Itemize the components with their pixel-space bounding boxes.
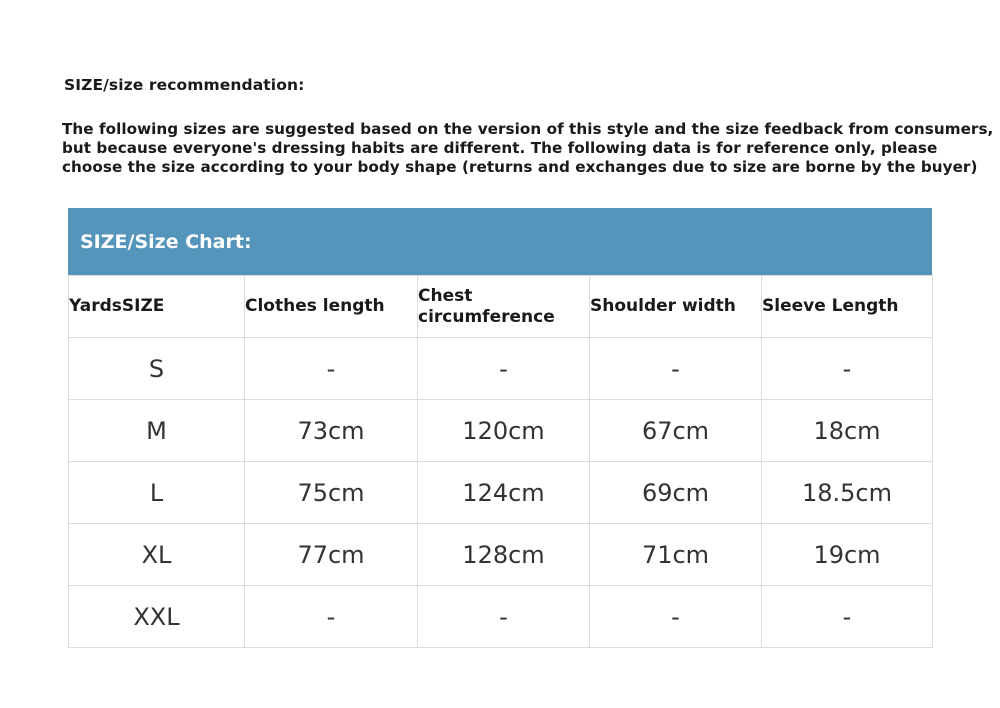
size-chart xyxy=(68,208,932,648)
size-recommendation-heading: SIZE/size recommendation: xyxy=(64,76,305,94)
table-row xyxy=(69,462,933,524)
intro-line: but because everyone's dressing habits are different. The following data is for reference only, please xyxy=(62,139,938,157)
column-header-shoulder-width: Shoulder width xyxy=(590,276,762,338)
size-cell: S xyxy=(69,338,245,400)
table-row xyxy=(69,400,933,462)
intro-line: The following sizes are suggested based on the version of this style and the size feedback from consumers, xyxy=(62,120,994,138)
size-cell: XL xyxy=(69,524,245,586)
table-row xyxy=(69,586,933,648)
size-table xyxy=(68,275,933,648)
table-cell: 124cm xyxy=(418,462,590,524)
size-cell: M xyxy=(69,400,245,462)
table-cell: - xyxy=(762,586,933,648)
table-cell: 19cm xyxy=(762,524,933,586)
size-chart-title: SIZE/Size Chart: xyxy=(68,208,932,275)
column-header-clothes-length: Clothes length xyxy=(245,276,418,338)
table-cell: - xyxy=(418,338,590,400)
size-intro-text xyxy=(62,120,994,177)
column-header-sleeve-length: Sleeve Length xyxy=(762,276,933,338)
table-cell: 75cm xyxy=(245,462,418,524)
table-cell: 18cm xyxy=(762,400,933,462)
column-header-chest-circumference: Chest circumference xyxy=(418,276,590,338)
table-cell: 18.5cm xyxy=(762,462,933,524)
table-cell: 120cm xyxy=(418,400,590,462)
table-cell: 71cm xyxy=(590,524,762,586)
table-cell: - xyxy=(762,338,933,400)
table-cell: 77cm xyxy=(245,524,418,586)
table-row xyxy=(69,524,933,586)
table-header-row xyxy=(69,276,933,338)
size-cell: XXL xyxy=(69,586,245,648)
column-header-size: YardsSIZE xyxy=(69,276,245,338)
table-cell: - xyxy=(245,586,418,648)
table-cell: 128cm xyxy=(418,524,590,586)
table-cell: - xyxy=(245,338,418,400)
table-row xyxy=(69,338,933,400)
size-cell: L xyxy=(69,462,245,524)
intro-line: choose the size according to your body shape (returns and exchanges due to size are borne by the buyer) xyxy=(62,158,978,176)
table-cell: - xyxy=(418,586,590,648)
table-cell: 69cm xyxy=(590,462,762,524)
table-cell: 67cm xyxy=(590,400,762,462)
table-cell: 73cm xyxy=(245,400,418,462)
table-cell: - xyxy=(590,586,762,648)
table-cell: - xyxy=(590,338,762,400)
